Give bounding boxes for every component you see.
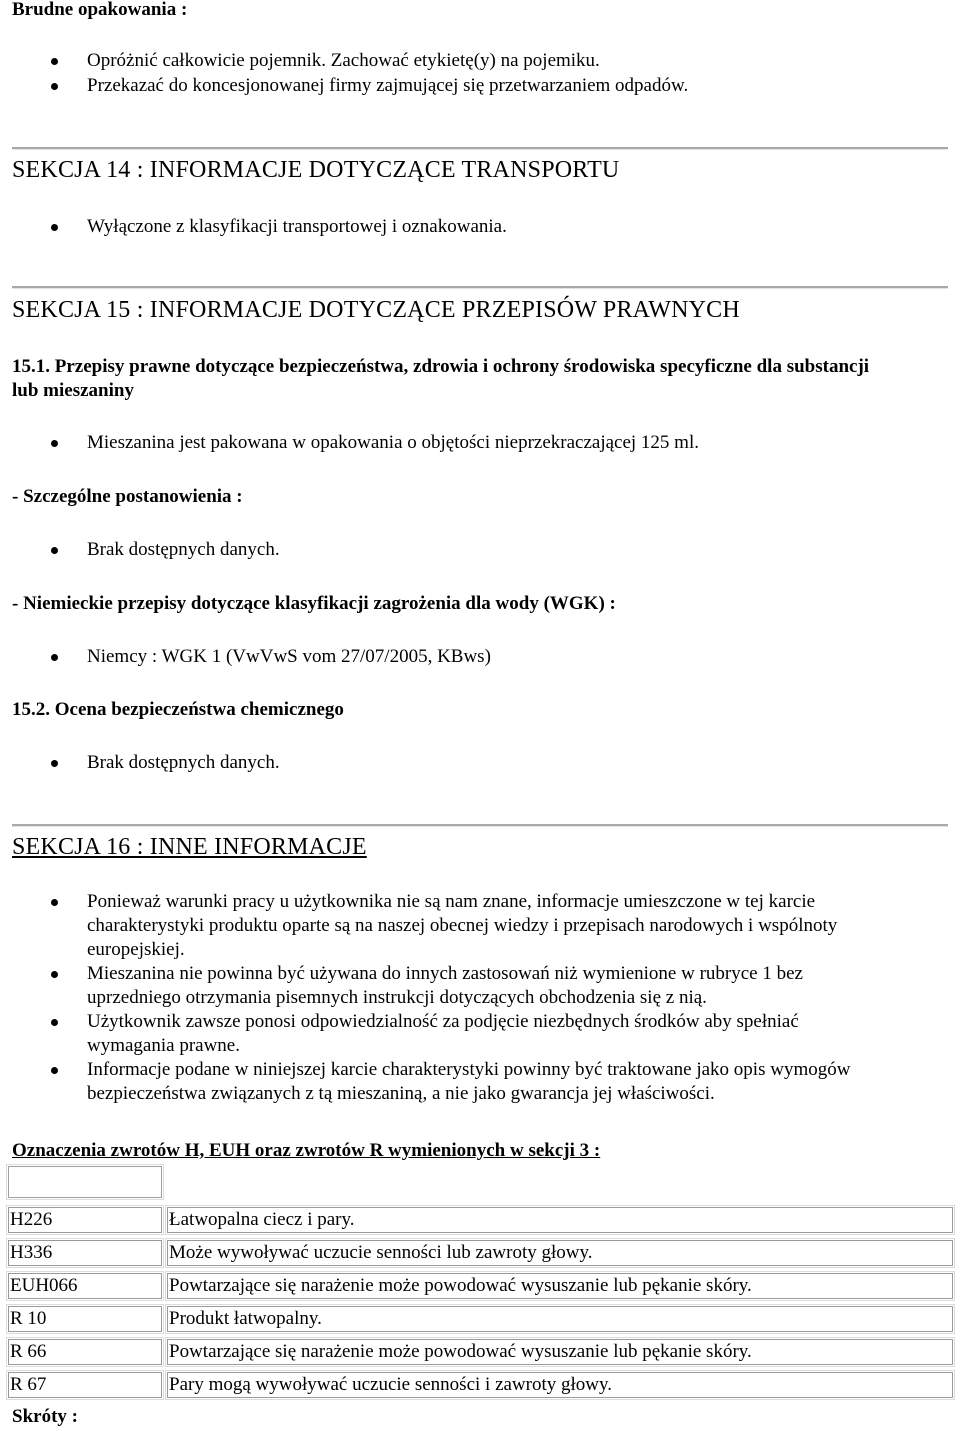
dirty-packaging-list: [0, 49, 688, 98]
list-item: [0, 1010, 850, 1058]
subsection-15-2-list: [0, 751, 280, 775]
phrase-text: Pary mogą wywoływać uczucie senności i zawroty głowy.: [167, 1372, 953, 1398]
section-divider: [12, 286, 948, 289]
subsection-15-2-title: 15.2. Ocena bezpieczeństwa chemicznego: [12, 699, 344, 720]
special-provisions-heading: - Szczególne postanowienia :: [12, 486, 243, 507]
list-item: Mieszanina jest pakowana w opakowania o objętości nieprzekraczającej 125 ml.: [0, 431, 699, 455]
list-item-line: uprzedniego otrzymania pisemnych instrukcji dotyczących obchodzenia się z nią.: [87, 987, 707, 1008]
phrase-code: EUH066: [8, 1273, 162, 1299]
list-item: [0, 890, 850, 962]
list-item-line: Użytkownik zawsze ponosi odpowiedzialność za podjęcie niezbędnych środków aby spełniać: [87, 1011, 799, 1032]
special-provisions-list: [0, 538, 280, 562]
section-15-title: SEKCJA 15 : INFORMACJE DOTYCZĄCE PRZEPISÓW PRAWNYCH: [12, 297, 740, 323]
section-14-title: SEKCJA 14 : INFORMACJE DOTYCZĄCE TRANSPORTU: [12, 157, 620, 183]
phrase-code: R 67: [8, 1372, 162, 1398]
list-item-line: Ponieważ warunki pracy u użytkownika nie są nam znane, informacje umieszczone w tej karcie: [87, 891, 816, 912]
section-14-list: [0, 215, 507, 239]
abbreviations-heading: Skróty :: [12, 1406, 78, 1427]
phrase-text: Powtarzające się narażenie może powodować wysuszanie lub pękanie skóry.: [167, 1273, 953, 1299]
phrase-code: R 66: [8, 1339, 162, 1365]
phrases-heading: Oznaczenia zwrotów H, EUH oraz zwrotów R wymienionych w sekcji 3 :: [12, 1140, 601, 1161]
list-item-line: Informacje podane w niniejszej karcie charakterystyki powinny być traktowane jako opis wymogów: [87, 1059, 851, 1080]
list-item: Opróżnić całkowicie pojemnik. Zachować etykietę(y) na pojemiku.: [0, 49, 688, 73]
subsection-15-1-title-line2: lub mieszaniny: [12, 380, 134, 401]
dirty-packaging-heading: Brudne opakowania :: [12, 0, 188, 20]
list-item: [0, 962, 850, 1010]
list-item-line: Mieszanina nie powinna być używana do innych zastosowań niż wymienione w rubryce 1 bez: [87, 963, 803, 984]
list-item-line: wymagania prawne.: [87, 1035, 240, 1056]
section-divider: [12, 147, 948, 150]
table-empty-cell: [8, 1166, 162, 1198]
section-divider: [12, 824, 948, 827]
section-16-title: SEKCJA 16 : INNE INFORMACJE: [12, 834, 367, 860]
wgk-heading: - Niemieckie przepisy dotyczące klasyfikacji zagrożenia dla wody (WGK) :: [12, 593, 616, 614]
phrase-text: Produkt łatwopalny.: [167, 1306, 953, 1332]
list-item: Wyłączone z klasyfikacji transportowej i oznakowania.: [0, 215, 507, 239]
phrase-text: Łatwopalna ciecz i pary.: [167, 1207, 953, 1233]
list-item-line: europejskiej.: [87, 939, 185, 960]
phrase-code: R 10: [8, 1306, 162, 1332]
subsection-15-1-title-line1: 15.1. Przepisy prawne dotyczące bezpieczeństwa, zdrowia i ochrony środowiska specyficzne dla substancji: [12, 356, 870, 377]
list-item: Niemcy : WGK 1 (VwVwS vom 27/07/2005, KBws): [0, 645, 491, 669]
list-item-line: charakterystyki produktu oparte są na naszej obecnej wiedzy i przepisach narodowych i wspólnoty: [87, 915, 838, 936]
phrase-code: H336: [8, 1240, 162, 1266]
phrase-code: H226: [8, 1207, 162, 1233]
phrase-text: Powtarzające się narażenie może powodować wysuszanie lub pękanie skóry.: [167, 1339, 953, 1365]
list-item: [0, 1058, 850, 1106]
section-16-list: [0, 890, 850, 1106]
subsection-15-1-list: [0, 431, 699, 455]
phrase-text: Może wywoływać uczucie senności lub zawroty głowy.: [167, 1240, 953, 1266]
list-item: Przekazać do koncesjonowanej firmy zajmującej się przetwarzaniem odpadów.: [0, 74, 688, 98]
list-item: Brak dostępnych danych.: [0, 751, 280, 775]
wgk-list: [0, 645, 491, 669]
list-item-line: bezpieczeństwa związanych z tą mieszaniną, a nie jako gwarancja jej właściwości.: [87, 1083, 715, 1104]
list-item: Brak dostępnych danych.: [0, 538, 280, 562]
